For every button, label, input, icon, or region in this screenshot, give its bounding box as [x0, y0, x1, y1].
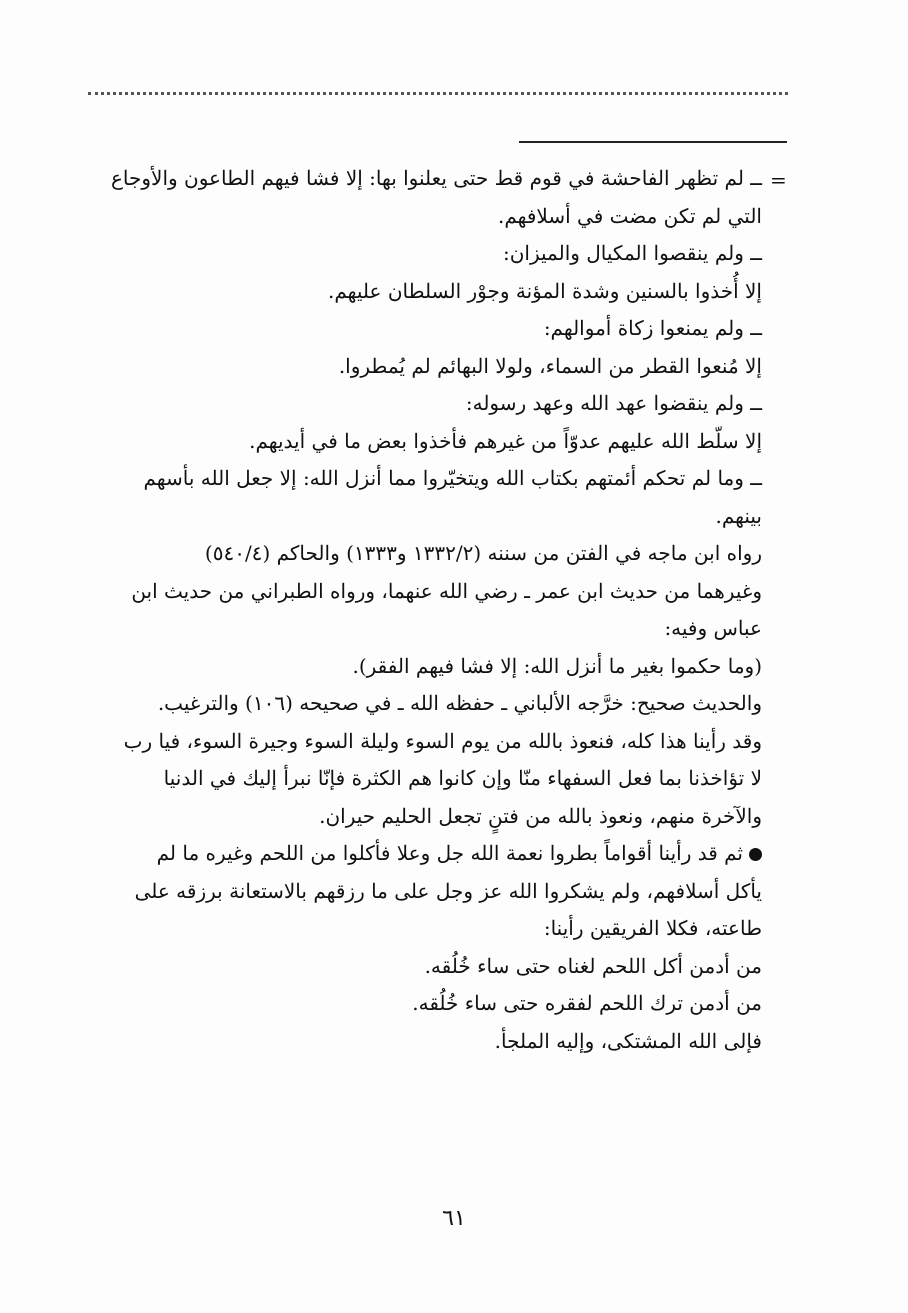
text-line: وقد رأينا هذا كله، فنعوذ بالله من يوم السوء وليلة السوء وجيرة السوء، فيا رب	[123, 728, 762, 753]
text-line: والحديث صحيح: خرَّجه الألباني ـ حفظه الله ـ في صحيحه (١٠٦) والترغيب.	[157, 691, 762, 715]
text-line: بينهم.	[715, 503, 762, 528]
text-line: ــ ولم ينقضوا عهد الله وعهد رسوله:	[465, 391, 762, 415]
text-line: وغيرهما من حديث ابن عمر ـ رضي الله عنهما، ورواه الطبراني من حديث ابن	[131, 578, 762, 603]
text-line: ــ وما لم تحكم أئمتهم بكتاب الله ويتخيّروا مما أنزل الله: إلا جعل الله بأسهم	[143, 466, 762, 490]
text-line: ــ ولم ينقصوا المكيال والميزان:	[502, 241, 762, 265]
text-line: ثم قد رأينا أقواماً بطروا نعمة الله جل وعلا فأكلوا من اللحم وغيره ما لم	[156, 841, 743, 865]
text-line: طاعته، فكلا الفريقين رأينا:	[543, 916, 762, 940]
text-line: لا تؤاخذنا بما فعل السفهاء منّا وإن كانوا هم الكثرة فإنّا نبرأ إليك في الدنيا	[163, 766, 762, 790]
text-line: والآخرة منهم، ونعوذ بالله من فتنٍ تجعل الحليم حيران.	[319, 803, 762, 828]
continuation-mark: =	[770, 168, 787, 192]
text-line: يأكل أسلافهم، ولم يشكروا الله عز وجل على ما رزقهم بالاستعانة برزقه على	[134, 878, 762, 903]
text-line: ــ ولم يمنعوا زكاة أموالهم:	[543, 316, 762, 340]
text-line: (وما حكموا بغير ما أنزل الله: إلا فشا فيهم الفقر).	[352, 653, 762, 678]
separator-rule	[519, 141, 787, 143]
text-line: رواه ابن ماجه في الفتن من سننه (١٣٣٢/٢ و١٣٣٣) والحاكم (٥٤٠/٤)	[204, 541, 762, 565]
text-line: عباس وفيه:	[664, 616, 762, 640]
text-line: إلا سلّط الله عليهم عدوّاً من غيرهم فأخذوا بعض ما في أيديهم.	[249, 428, 762, 453]
bullet-paragraph-line	[96, 835, 762, 873]
text-line: إلا أُخذوا بالسنين وشدة المؤنة وجوْر السلطان عليهم.	[327, 278, 762, 303]
text-line: من أدمن ترك اللحم لفقره حتى ساء خُلُقه.	[412, 991, 762, 1015]
bullet-icon	[749, 848, 762, 861]
text-line: إلا مُنعوا القطر من السماء، ولولا البهائم لم يُمطروا.	[338, 353, 762, 378]
header-dotted-rule	[88, 92, 788, 95]
text-line: التي لم تكن مضت في أسلافهم.	[497, 203, 762, 228]
page-number: ٦١	[442, 1206, 466, 1231]
text-line: ــ لم تظهر الفاحشة في قوم قط حتى يعلنوا بها: إلا فشا فيهم الطاعون والأوجاع	[111, 166, 762, 190]
text-line: من أدمن أكل اللحم لغناه حتى ساء خُلُقه.	[424, 953, 762, 978]
text-line: فإلى الله المشتكى، وإليه الملجأ.	[494, 1028, 762, 1053]
page-body-text	[96, 160, 762, 1060]
